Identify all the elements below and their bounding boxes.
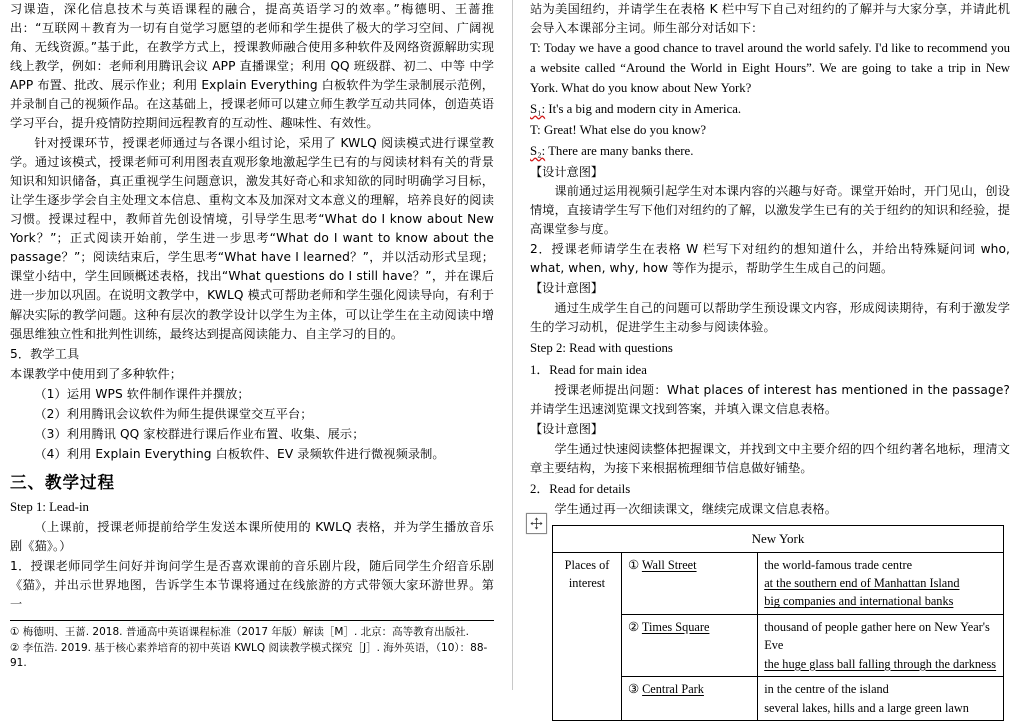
step-2-sub-2-text: 学生通过再一次细读课文，继续完成课文信息表格。 bbox=[554, 502, 838, 517]
list-item-tool-4: （4）利用 Explain Everything 白板软件、EV 录频软件进行微视频录制。 bbox=[34, 446, 445, 461]
table-row-label: Places of interest bbox=[553, 552, 622, 721]
right-column bbox=[512, 0, 1024, 715]
table-title: New York bbox=[553, 526, 1004, 553]
list-item-tool-2: （2）利用腾讯会议软件为师生提供课堂交互平台； bbox=[34, 406, 313, 421]
footnote-2: ② 李伍浩. 2019. 基于核心素养培育的初中英语 KWLQ 阅读教学模式探究［J］. 海外英语，（10）：88-91. bbox=[10, 642, 488, 670]
desc-line: in the centre of the island bbox=[764, 682, 889, 697]
design-intent-text-4: 学生通过快速阅读整体把握课文，并找到文中主要介绍的四个纽约著名地标，理清文章主要结构，为接下来根据梳理细节信息做好铺垫。 bbox=[530, 441, 1010, 475]
design-intent-label-1: 【设计意图】 bbox=[530, 164, 604, 179]
desc-line: several lakes, hills and a large green lawn bbox=[764, 700, 969, 715]
dialogue-line-s2 bbox=[530, 142, 1010, 162]
step-1-item-1: 1．授课老师同学生问好并询问学生是否喜欢课前的音乐剧片段，随后同学生介绍音乐剧《猫》，并出示世界地图，告诉学生本节课将通过在线旅游的方式带领大家环游世界。第一 bbox=[10, 559, 494, 612]
dialogue-speaker-t1: T: bbox=[530, 41, 541, 56]
desc-line: the world-famous trade centre bbox=[764, 557, 913, 572]
dialogue-text-s1: It's a big and modern city in America. bbox=[548, 101, 742, 116]
footnote-1: ① 梅德明、王蔷. 2018. 普通高中英语课程标准（2017 年版）解读［M］. 北京：高等教育出版社. bbox=[10, 626, 469, 639]
desc-line: big companies and international banks bbox=[764, 594, 954, 609]
dialogue-line-t2 bbox=[530, 121, 1010, 141]
dialogue-text-t1: Today we have a good chance to travel around the world safely. I'd like to recommend you a website called “Around the World in Eight Hours”. We are going to take a trip in New York. What do you know about New York? bbox=[530, 41, 1011, 95]
table-cell-desc-3 bbox=[758, 677, 1004, 721]
step-2-sub-1: 1．Read for main idea bbox=[530, 362, 647, 377]
dialogue-line-t1 bbox=[530, 39, 1010, 99]
table-cell-place-3 bbox=[622, 677, 758, 721]
desc-line: thousand of people gather here on New Year's Eve bbox=[764, 619, 990, 653]
new-york-info-table bbox=[552, 525, 1004, 721]
table-cell-name-2: Times Square bbox=[641, 619, 710, 634]
design-intent-text-2: 2．授课老师请学生在表格 W 栏写下对纽约的想知道什么，并给出特殊疑问词 who, what, when, why, how 等作为提示，帮助学生生成自己的问题。 bbox=[530, 242, 1010, 276]
table-cell-index-1: ① bbox=[628, 557, 640, 572]
dialogue-speaker-s2: S₂: bbox=[530, 143, 546, 158]
dialogue-speaker-s1: S₁: bbox=[530, 101, 546, 116]
design-intent-text-1: 课前通过运用视频引起学生对本课内容的兴趣与好奇。课堂开始时，开门见山，创设情境，直接请学生写下他们对纽约的了解，以激发学生已有的关于纽约的知识和经验，提高课堂参与度。 bbox=[530, 184, 1010, 237]
paragraph-intro-continuation: 站为美国纽约，并请学生在表格 K 栏中写下自己对纽约的了解并与大家分享，并请此机会导入本课部分主词。师生部分对话如下： bbox=[530, 2, 1010, 36]
step-2-sub-2: 2．Read for details bbox=[530, 481, 631, 496]
step-1-label: Step 1: Lead-in bbox=[10, 499, 89, 514]
table-cell-desc-1 bbox=[758, 552, 1004, 614]
move-handle-icon[interactable] bbox=[526, 513, 547, 534]
design-intent-label-2: 【设计意图】 bbox=[530, 281, 604, 296]
table-row bbox=[553, 552, 1004, 614]
footnotes bbox=[10, 620, 494, 671]
table-cell-place-1 bbox=[622, 552, 758, 614]
dialogue-text-t2: Great! What else do you know? bbox=[543, 122, 707, 137]
table-cell-name-3: Central Park bbox=[642, 682, 704, 697]
section-heading-teaching-process: 三、教学过程 bbox=[10, 472, 115, 492]
table-container bbox=[530, 525, 1010, 721]
table-cell-name-1: Wall Street bbox=[641, 557, 697, 572]
paragraph-continuation: 习课造，深化信息技术与英语课程的融合，提高英语学习的效率。”梅德明、王蔷推出：“互联网＋教育为一切有自觉学习愿望的老师和学生提供了极大的学习空间、广阔视角、无线资源。”基于此，在教学方式上，授课教师融合使用多种软件及网络资源解助实现线上教学，例如：老师利用腾讯会议 APP 直播课堂；利用 QQ 班级群、初二、中等 中学 APP 布置、批改、展示作业；利用 Explain Everything 白板软件为学生录制展示范例，并录制自己的视频作品。在这基础上，授课老师可以建立师生教学互动共同体，创造英语学习平台，提升疫情防控期间远程教育的互动性、趣味性、有效性。 bbox=[10, 2, 494, 131]
left-column bbox=[0, 0, 512, 690]
step-1-note: （上课前，授课老师提前给学生发送本课所使用的 KWLQ 表格，并为学生播放音乐剧《猫》。） bbox=[10, 520, 494, 554]
step-2-sub-1-text: 授课老师提出问题：What places of interest has mentioned in the passage?并请学生迅速浏览课文找到答案，并填入课文信息表格。 bbox=[530, 382, 1010, 416]
table-row bbox=[553, 526, 1004, 553]
table-cell-index-3: ③ bbox=[628, 682, 640, 697]
dialogue-line-s1 bbox=[530, 100, 1010, 120]
paragraph-kwlq-model: 针对授课环节，授课老师通过与各课小组讨论，采用了 KWLQ 阅读模式进行课堂教学。通过该模式，授课老师可利用图表直观形象地激起学生已有的与阅读材料有关的背景知识和知识储备，真正重视学生问题意识，激发其好奇心和求知欲的同时明确学习目标，让学生逐步学会自主处理文本信息、重构文本及加深对文本意义的理解，培养良好的阅读习惯。授课过程中，教师首先创设情境，引导学生思考“What do I know about New York？”；正式阅读开始前，学生进一步思考“What do I want to know about the passage？”；阅读结束后，学生思考“What have I learned？”，并以活动形式呈现；课堂小结中，学生回顾概述表格，找出“What questions do I still have？”，并在课后进一步加以巩固。在说明文教学中，KWLQ 模式可帮助老师和学生强化阅读导向，有利于解决实际的教学问题。这种有层次的教学设计以学生为主体，可以让学生在主动阅读中增强思维独立性和批判性训练，最终达到提高阅读能力、自主学习的目的。 bbox=[10, 136, 494, 341]
list-item-tool-3: （3）利用腾讯 QQ 家校群进行课后作业布置、收集、展示； bbox=[34, 426, 365, 441]
desc-line: at the southern end of Manhattan Island bbox=[764, 576, 960, 591]
paragraph-tools-intro: 本课教学中使用到了多种软件； bbox=[10, 366, 183, 381]
dialogue-text-s2: There are many banks there. bbox=[548, 143, 694, 158]
table-cell-place-2 bbox=[622, 614, 758, 676]
desc-line: the huge glass ball falling through the darkness bbox=[764, 656, 997, 671]
design-intent-label-3: 【设计意图】 bbox=[530, 422, 604, 437]
design-intent-text-3: 通过生成学生自己的问题可以帮助学生预设课文内容，形成阅读期待，有利于激发学生的学习动机，促进学生主动参与阅读体验。 bbox=[530, 301, 1010, 335]
list-item-tool-1: （1）运用 WPS 软件制作课件并撰放； bbox=[34, 386, 250, 401]
dialogue-speaker-t2: T: bbox=[530, 122, 541, 137]
subheading-teaching-tools: 5．教学工具 bbox=[10, 346, 80, 361]
table-cell-desc-2 bbox=[758, 614, 1004, 676]
step-2-label: Step 2: Read with questions bbox=[530, 341, 673, 356]
table-cell-index-2: ② bbox=[628, 619, 640, 634]
